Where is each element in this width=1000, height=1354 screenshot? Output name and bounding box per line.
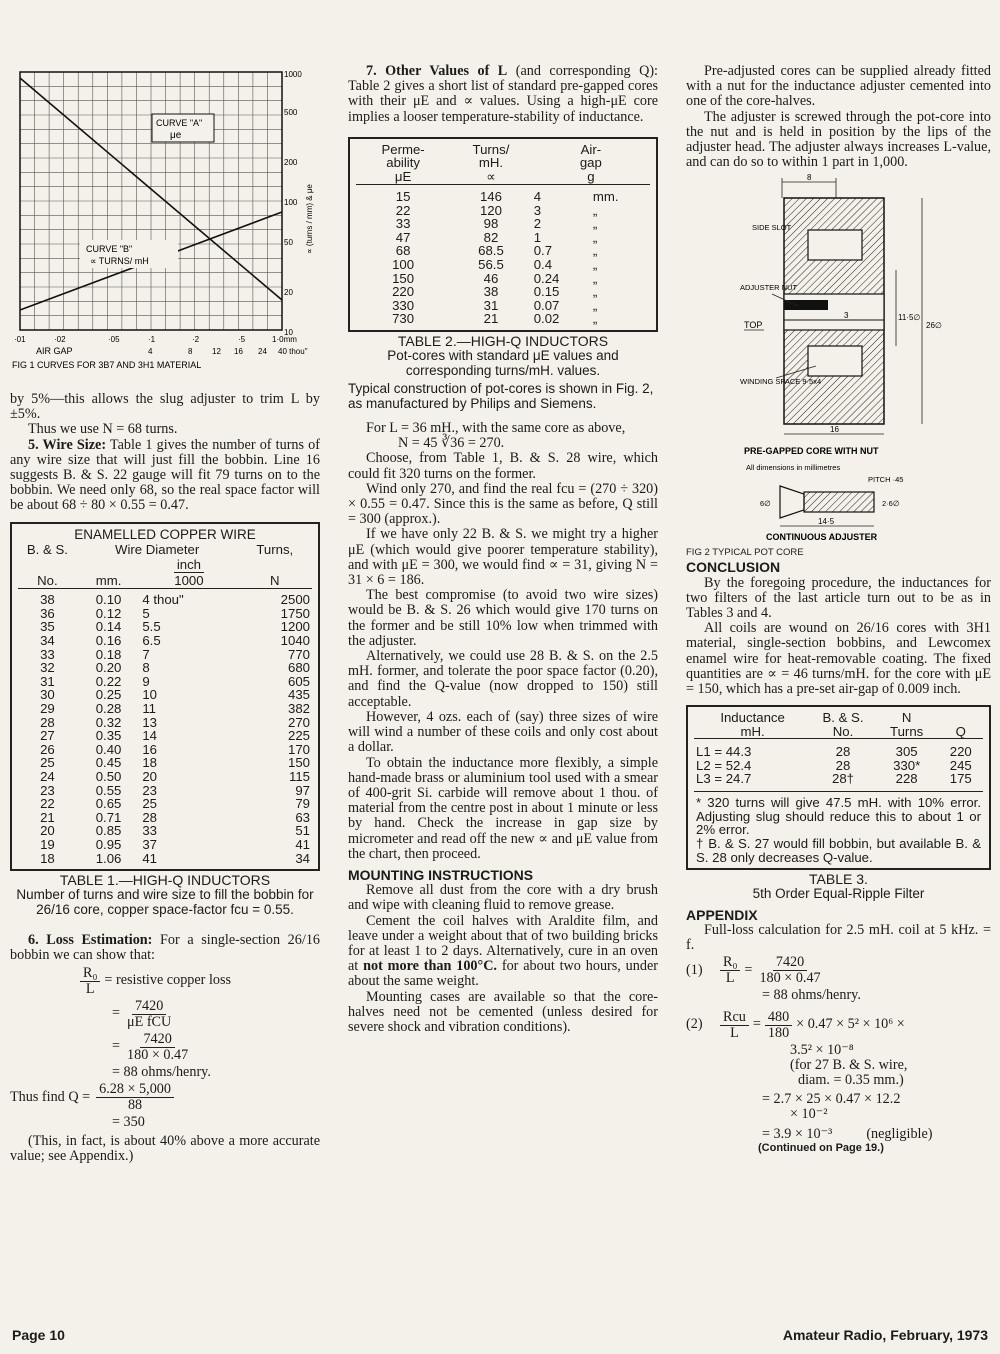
table-1-cell: 0.35 [95,728,122,744]
table-2-cell: 1 [533,229,542,245]
adjuster-thread [804,492,874,512]
table-2-cell: 2 [533,216,542,232]
table-2-cell: 146 [479,189,502,205]
table-1-cell: 14 [142,728,157,744]
paragraph: Pre-adjusted cores can be supplied already fitted with a nut for the inductance adjuster cemented into one of the core-halves. [686,63,991,110]
table-1-grid [18,543,312,865]
y-tick-label: 200 [284,158,298,167]
table-1-cell: 33 [142,823,157,839]
table-1-cell: 34 [295,850,310,866]
continued-note: (Continued on Page 19.) [758,1141,884,1154]
table-3-cell: 330* [893,757,921,773]
table-2-cell: 31 [483,297,499,313]
table-1-title: ENAMELLED COPPER WIRE [74,526,256,542]
paragraph: Cement the coil halves with Araldite film, and leave under a weight about that of two building bricks for at least 1 to 2 days. Alternatively, cure in an oven at not more than 100°C. for about two hours, under about the same weight. [348,912,658,990]
table-2-row [356,299,650,313]
table-2-cell: 15 [395,189,411,205]
table-1-h-1000: 1000 [174,572,204,588]
table-1-cell: 4 thou" [142,592,184,608]
paragraph: Wind only 270, and find the real fcu = (270 ÷ 320) × 0.55 = 0.47. Since this is the same as before, Q still = 300 (approx.). [348,480,658,528]
section-heading: CONCLUSION [686,559,781,576]
curve-a-label: CURVE "A" [156,118,203,128]
x-tick-label: 1·0mm [272,335,297,344]
table-1-cell: 0.18 [95,646,122,662]
table-1-subtitle: Wire Diameter [115,542,200,558]
page-number: Page 10 [12,1327,65,1343]
table-1-cell: 29 [40,700,55,716]
dim-6: 6∅ [760,499,771,509]
paragraph: To obtain the inductance more flexibly, a simple hand-made brass or aluminium tool used with a smear of 400-grit Si. carbide will remove about 1 thou. of material from the centre post in about 1 minute or less by hand. Check the increase in gap size by micrometer and read off the new ∝ and μE value from the chart, then proceed. [348,754,658,862]
table-1-cell: 605 [287,673,310,689]
table-2-row [356,244,650,258]
table-2-cell: mm. [592,189,619,205]
table-2-row [356,258,650,272]
table-1-row [18,634,312,648]
table-2-row [356,312,650,326]
figure-2 [686,170,991,559]
x-thou-label: 16 [234,347,243,356]
dim-14-5: 14·5 [818,517,835,527]
x-tick-label: ·5 [238,335,246,344]
table-2 [348,137,658,332]
table-1-cell: 0.32 [95,714,122,730]
curve-a-sym: μe [170,130,182,141]
table-2-cell: „ [592,202,598,218]
dim-26: 26∅ [926,321,942,331]
table-1-row [18,648,312,662]
table-2-cell: 82 [483,229,499,245]
figure-2-caption: FIG 2 TYPICAL POT CORE [686,547,804,559]
curve-b-sym: ∝ TURNS/ mH [90,256,149,266]
table-2-cell: 21 [483,311,499,327]
paragraph: N = 45 ∛36 = 270. [398,435,505,452]
table-2-cell: 330 [392,297,415,313]
x-thou-label: 8 [188,347,193,356]
paragraph: (This, in fact, is about 40% above a more accurate value; see Appendix.) [10,1132,320,1165]
table-2-cell: „ [592,311,598,327]
table-1-cell: 0.45 [95,755,122,771]
table-1-cell: 21 [40,809,55,825]
table-2-cell: „ [592,297,598,313]
table-1-note: Number of turns and wire size to fill the bobbin for 26/16 core, copper space-factor fcu = 0.55. [16,887,314,917]
table-1-cell: 2500 [280,592,310,608]
table-3-note: * 320 turns will give 47.5 mH. with 10% error. Adjusting slug should reduce this to about 1 or 2% error. [696,795,981,838]
table-1-cell: 5.5 [142,619,161,635]
table-1-cell: 0.95 [95,836,122,852]
table-1-cell: 9 [142,673,150,689]
label-adjuster-nut: ADJUSTER NUT [740,283,798,293]
table-3-cell: L1 = 44.3 [696,743,752,759]
table-2-cell: „ [592,257,598,273]
table-1-cell: 0.22 [95,673,122,689]
table-1-cell: 36 [40,605,55,621]
table-3-cell: 175 [949,771,972,787]
table-1-row [18,593,312,607]
x-thou-label: 24 [258,347,267,356]
table-2-cell: 22 [395,202,411,218]
table-1-cell: 13 [142,714,157,730]
paragraph: For L = 36 mH., with the same core as above, [366,420,626,437]
table-2-grid: Perme- Turns/ Air- ability mH. gap μE ∝ g 15 146 4 mm. 22 120 3 „ 33 98 2 „ 47 82 1 „ 68 68.5 0.7 „ 100 56.5 0.4 „ 150 46 0.24 „ 220 38 0.15 „ 330 31 0.07 „ 730 21 0.02 „ [356,143,650,326]
table-1-cell: 31 [40,673,55,689]
paragraph: Remove all dust from the core with a dry brush and wipe with cleaning fluid to remove grease. [348,882,658,914]
table-1-cell: 770 [287,646,310,662]
table-2-cell: 33 [395,216,411,232]
winding-space-top [808,230,862,260]
table-3-cell: 220 [949,743,972,759]
table-1-cell: 25 [40,755,55,771]
table-1-cell: 18 [142,755,157,771]
table-1-h-inch: inch [174,557,204,573]
table-1-cell: 37 [142,836,157,852]
table-1-row [18,852,312,866]
label-side-slot: SIDE SLOT [752,223,792,233]
table-1-cell: 51 [295,823,310,839]
table-1-cell: 0.50 [95,768,122,784]
adjuster-nut [784,300,828,310]
table-1-cell: 18 [40,850,55,866]
table-1-row [18,824,312,838]
table-2-cell: 47 [395,229,411,245]
x-axis-label: AIR GAP [36,346,73,356]
table-3-cell: 28 [835,743,851,759]
equations-loss: $\frac{\text{R₀}}{L}$ = resistive copper loss = $\frac{7420}{\text{μE fCU}}$ = $\frac{7420}{180 \times 0.47}$ = 88 ohms/henry. [76,966,320,1080]
table-1-row [18,811,312,825]
table-2-cell: 150 [392,270,415,286]
table-3-row [694,772,983,786]
continuous-label: CONTINUOUS ADJUSTER [766,532,878,543]
table-3-cell: 28 [835,757,851,773]
table-1-cell: 170 [287,741,310,757]
table-2-cell: 56.5 [478,257,504,273]
table-2-cell: 120 [479,202,502,218]
table-1-cell: 28 [40,714,55,730]
table-1-cell: 30 [40,687,55,703]
column-2 [348,64,658,1035]
paragraph: 7. Other Values of L (and corresponding Q): Table 2 gives a short list of standard pre-gapped cores with their μE and ∝ values. Using a high-μE core implies a looser temperature-stability of inductance. [348,63,658,125]
x-tick-label: ·05 [108,335,120,344]
paragraph: 6. Loss Estimation: For a single-section 26/16 bobbin we can show that: [10,932,321,964]
table-1-row [18,620,312,634]
table-1-row [18,743,312,757]
table-1-cell: 33 [40,646,55,662]
paragraph: However, 4 ozs. each of (say) three sizes of wire will wind a number of these coils and only cost about a dollar. [348,708,658,756]
y-tick-label: 50 [284,238,293,247]
table-2-cell: „ [592,270,598,286]
section-heading: 7. Other Values of L [366,63,508,79]
table-1-row [18,661,312,675]
table-1-h-no: No. [37,573,58,589]
table-2-cell: „ [592,216,598,232]
column-1: CURVE "A" μe CURVE "B" ∝ TURNS/ mH 1000 500 200 100 50 20 10 ∝ (turns / mm) & μe ·01 ·02 ·05 ·1 ·2 ·5 1·0mm AIR GAP 4 8 12 16 24 40 thou" FIG 1 CURVES FOR 3B7 AND 3H1 MATERIAL by 5%—this allows the slug adjuster to trim L by ±5%. Thus we use N = 68 turns. 5. Wire Size: Table 1 gives the number of turns of any wire size that will just fill the bobbin. Line 16 suggests B. & S. 22 gauge will fit 79 turns on to the bobbin. We need only 68, so the real space factor will be about 68 ÷ 80 × 0.55 = 0.47. ENAMELLED COPPER WIRE B. & S. Wire Diameter Turns, No. mm. $\frac{\text{inch}}{1000}$ N 38 0.10 4 thou" 2500 36 0.12 5 1750 35 0.14 5.5 1200 34 0.16 6.5 1040 33 0.18 7 770 32 0.20 8 680 31 0.22 9 605 30 0.25 10 435 29 0.28 11 382 28 0.32 13 270 27 0.35 14 225 26 0.40 16 170 25 0.45 18 150 24 0.50 20 115 23 0.55 23 97 22 0.65 25 79 21 0.71 28 63 20 0.85 33 51 19 0.95 37 41 18 1.06 41 34 TABLE 1.—HIGH-Q INDUCTORS Number of turns and wire size to fill the bobbin for 26/16 core, copper space-factor fcu = 0.55. 6. Loss Estimation: For a single-section 26/16 bobbin we can show that: $\frac{\text{R₀}}{L}$ = resistive copper loss = $\frac{7420}{\text{μE fCU}}$ = $\frac{7420}{180 \times 0.47}$ = 88 ohms/henry. Thus find Q = $\frac{6.28 \times 5,000}{88}$ = 350 (This, in fact, is about 40% above a more accurate value; see Appendix.) [10,64,320,1164]
dim-11-5: 11·5∅ [898,313,921,323]
curve-b-label: CURVE "B" [86,244,133,254]
table-1-cell: 38 [40,592,55,608]
table-1-cell: 0.65 [95,796,122,812]
table-2-caption: TABLE 2.—HIGH-Q INDUCTORS [397,333,609,350]
table-1-cell: 19 [40,836,55,852]
x-thou-label: 4 [148,347,153,356]
paragraph: 5. Wire Size: Table 1 gives the number of turns of any wire size that will just fill the bobbin. Line 16 suggests B. & S. 22 gauge will fit 79 turns on to the bobbin. We need only 68, so the real space factor will be about 68 ÷ 80 × 0.55 = 0.47. [10,436,320,514]
y-tick-label: 500 [284,108,298,117]
table-1-cell: 11 [142,700,157,716]
table-2-cell: 68 [395,243,411,259]
table-1-cell: 382 [287,700,310,716]
x-thou-label: 40 thou" [278,347,308,356]
figure-1-caption: FIG 1 CURVES FOR 3B7 AND 3H1 MATERIAL [12,360,202,370]
table-1-cell: 10 [142,687,157,703]
table-2-cell: 0.7 [533,243,553,259]
x-tick-label: ·1 [148,335,156,344]
column-3 [686,64,991,1154]
table-1-cell: 435 [287,687,310,703]
table-1-cell: 16 [142,741,157,757]
table-1-row [18,838,312,852]
table-1-cell: 1040 [280,633,310,648]
table-2-cell: „ [592,229,598,245]
table-1-h-mm: mm. [95,573,122,589]
section-heading: 6. Loss Estimation: [28,932,153,949]
table-2-cell: 0.07 [533,297,560,313]
table-1-row [18,702,312,716]
table-3-row [694,759,983,773]
table-2-cell: 0.15 [533,284,560,300]
table-1-cell: 34 [40,633,55,648]
table-1-cell: 0.40 [95,741,122,757]
table-2-cell: 68.5 [478,243,504,259]
table-1-cell: 28 [142,809,157,825]
table-1-cell: 27 [40,728,55,744]
paragraph: If we have only 22 B. & S. we might try a higher μE (which would give poorer temperature stability), and with μE = 300, we would find ∝ = 31, giving N = 31 × 6 = 186. [348,526,658,589]
table-1-cell: 0.28 [95,700,122,716]
pregapped-label: PRE-GAPPED CORE WITH NUT [744,446,879,457]
table-3-grid: Inductance B. & S. N mH. No. Turns Q L1 = 44.3 28 305 220 L2 = 52.4 28 330* 245 L3 = 24.7 28† 228 175 * 320 turns will give 47.5 mH. with 10% error. Adjusting slug should reduce this to about 1 or 2% error. † B. & S. 27 would fill bobbin, but available B. & S. 28 only decreases Q-value. [696,710,981,865]
x-tick-label: ·01 [14,335,26,344]
y-tick-label: 1000 [284,70,302,79]
label-top: TOP [744,320,763,331]
table-1-cell: 270 [287,714,310,730]
section-heading: 5. Wire Size: [28,436,107,453]
dim-3: 3 [844,311,849,321]
table-1-cell: 79 [295,796,310,812]
label-winding-space: WINDING SPACE 9·5x4 [740,377,822,387]
table-2-row [356,204,650,218]
figure-2-diagram [686,170,991,546]
table-3 [686,705,991,870]
x-tick-label: ·02 [54,335,66,344]
table-2-cell: 0.02 [533,311,560,327]
table-1-row [18,688,312,702]
all-dims-note: All dimensions in millimetres [746,463,841,473]
table-1-cell: 225 [287,728,310,744]
table-1-h-n: N [269,573,280,589]
table-3-cell: 228 [895,771,918,787]
table-1-row [18,756,312,770]
table-1-cell: 24 [40,768,55,784]
table-2-cell: 0.4 [533,257,553,273]
table-2-cell: „ [592,284,598,300]
table-1-cell: 6.5 [142,633,161,648]
table-2-cell: 100 [392,257,415,273]
table-1-cell: 41 [295,836,310,852]
table-1-cell: 0.85 [95,823,122,839]
table-1-cell: 150 [287,755,310,771]
table-2-cell: 38 [483,284,499,300]
paragraph: The best compromise (to avoid two wire sizes) would be B. & S. 26 which would give 170 turns on the former and be still 10% low when trimmed with the adjuster. [348,587,658,649]
table-1-cell: 41 [142,850,157,866]
table-2-note: Pot-cores with standard μE values and corresponding turns/mH. values. [387,348,619,378]
table-1-cell: 5 [142,605,150,621]
table-2-row [356,272,650,286]
table-2-cell: 46 [483,270,499,286]
table-2-cell: 3 [533,202,542,218]
paragraph: Mounting cases are available so that the core-halves need not be cemented (unless desired for severe shock and vibration conditions). [348,988,658,1035]
table-2-row [356,231,650,245]
table-1-cell: 1200 [280,619,310,635]
table-2-cell: 730 [392,311,415,327]
table-1-row [18,770,312,784]
table-1-row [18,784,312,798]
table-1-row [18,607,312,621]
table-1-cell: 0.55 [95,782,122,798]
y-tick-label: 100 [284,198,298,207]
paragraph: Alternatively, we could use 28 B. & S. on the 2.5 mH. former, and tolerate the poor space factor (0.20), and find the Q-value (now dropped to 150) still acceptable. [348,648,658,710]
table-1-cell: 1750 [280,605,310,621]
table-1-row [18,729,312,743]
appendix-equations: (1) $\frac{\text{R₀}}{L}$ = $\frac{7420}{180 \times 0.47}$ = 88 ohms/henry. (2) $\frac{\text{Rcu}}{L}$ = $\frac{480}{180}$ × 0.47 × 5² × 10⁶ × 3.5² × 10⁻⁸ (for 27 B. & S. wire, diam. = 0.35 mm.) = 2.7 × 25 × 0.47 × 12.2 × 10⁻² = 3.9 × 10⁻³ (negligible) (Continued on Page 19.) [686,955,991,1153]
table-3-subcaption: 5th Order Equal-Ripple Filter [752,886,925,902]
table-1-cell: 63 [295,809,310,825]
table-3-row [694,745,983,759]
table-1-h-turns: Turns, [256,542,294,558]
table-2-cell: 98 [483,216,499,232]
y-tick-label: 20 [284,288,293,297]
winding-space-bottom [808,346,862,376]
table-1-caption: TABLE 1.—HIGH-Q INDUCTORS [59,872,271,889]
table-1-cell: 0.16 [95,633,122,648]
table-2-row [356,217,650,231]
dim-2-6: 2·6∅ [882,499,900,509]
table-1-cell: 97 [295,782,310,798]
table-1-cell: 23 [40,782,55,798]
table-1-cell: 32 [40,660,55,676]
table-1-cell: 35 [40,619,55,635]
section-heading: APPENDIX [686,906,758,923]
table-3-note: † B. & S. 27 would fill bobbin, but available B. & S. 28 only decreases Q-value. [696,836,981,865]
figure-1 [10,64,320,392]
dim-pitch: PITCH ·45 [868,475,904,485]
table-1-cell: 0.20 [95,660,122,676]
table-1-cell: 0.12 [95,605,122,621]
table-1-row [18,797,312,811]
table-2-row [356,190,650,204]
table-3-caption: TABLE 3. [809,871,868,888]
table-1-cell: 0.25 [95,687,122,703]
table-1 [10,522,320,871]
dim-8: 8 [807,173,812,183]
table-1-cell: 1.06 [95,850,122,866]
figure-1-chart [10,64,320,392]
x-tick-label: ·2 [192,335,200,344]
table-1-row [18,675,312,689]
table-1-cell: 25 [142,796,157,812]
table-1-cell: 0.14 [95,619,122,635]
table-3-cell: L2 = 52.4 [696,757,752,773]
table-1-cell: 20 [40,823,55,839]
paragraph: by 5%—this allows the slug adjuster to trim L by ±5%. [10,391,320,423]
table-1-row [18,716,312,730]
table-2-note: Typical construction of pot-cores is shown in Fig. 2, as manufactured by Philips and Siemens. [348,381,654,411]
table-1-cell: 20 [142,768,157,784]
table-1-cell: 0.10 [95,592,122,608]
paragraph: The adjuster is screwed through the pot-core into the nut and is held in position by the lips of the adjuster head. The adjuster always increases L-value, and can do so to within 1 part in 1,000. [686,108,991,171]
table-1-cell: 680 [287,660,310,676]
paragraph: All coils are wound on 26/16 cores with 3H1 material, single-section bobbins, and Lewcomex enamel wire for heat-removable coating. The fixed quantities are ∝ = 46 turns/mH. for the core with μE = 150, which has a pre-set air-gap of 0.009 inch. [686,620,991,698]
paragraph: Full-loss calculation for 2.5 mH. coil at 5 kHz. = f. [686,921,991,954]
journal-name: Amateur Radio, February, 1973 [782,1327,988,1343]
table-1-cell: 26 [40,741,55,757]
table-1-cell: 22 [40,796,55,812]
section-heading: MOUNTING INSTRUCTIONS [348,866,534,883]
table-3-cell: 245 [949,757,972,773]
dim-16: 16 [830,425,839,435]
table-1-cell: 7 [142,646,150,662]
table-2-row [356,285,650,299]
table-2-cell: 220 [392,284,415,300]
paragraph: By the foregoing procedure, the inductances for two filters of the last article turn out to be as in Tables 3 and 4. [686,574,991,622]
table-2-cell: 0.24 [533,270,560,286]
table-1-cell: 8 [142,660,150,676]
paragraph: Choose, from Table 1, B. & S. 28 wire, which could fit 320 turns on the former. [348,450,658,482]
table-1-h-bs: B. & S. [26,542,68,558]
table-1-cell: 0.71 [95,809,122,825]
table-3-cell: L3 = 24.7 [696,771,752,787]
table-3-cell: 28† [831,771,854,787]
table-3-cell: 305 [895,743,918,759]
x-thou-label: 12 [212,347,221,356]
table-1-cell: 23 [142,782,157,798]
table-2-cell: 4 [533,189,542,205]
table-1-cell: 115 [288,768,310,784]
table-2-cell: „ [592,243,598,259]
y-tick-label: 10 [284,328,293,337]
y-axis-label: ∝ (turns / mm) & μe [305,184,314,254]
paragraph: Thus we use N = 68 turns. [28,421,178,438]
adjuster-head [780,486,804,518]
